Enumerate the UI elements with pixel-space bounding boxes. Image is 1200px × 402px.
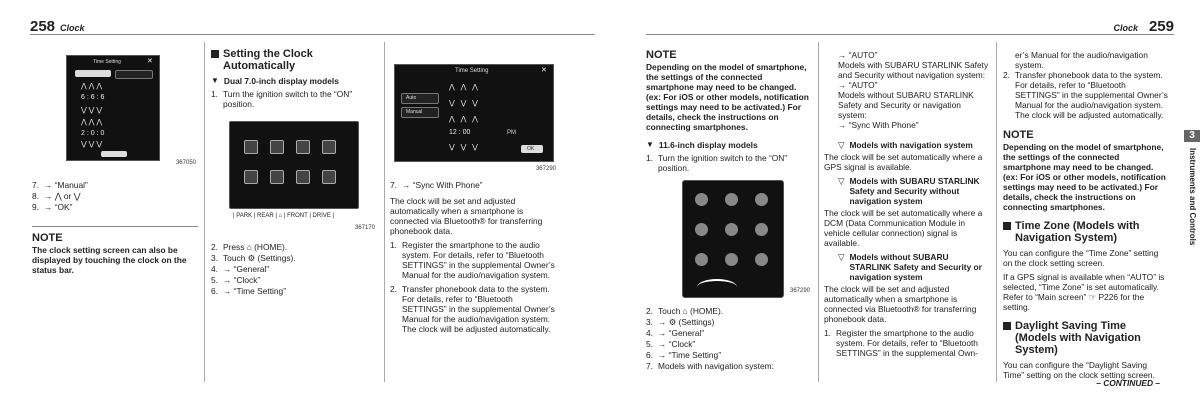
open-triangle-icon: ▽ [838, 140, 845, 150]
column-2-steps [211, 242, 379, 297]
page-title: Clock [1113, 23, 1138, 33]
pm-label: PM [507, 130, 516, 136]
vehicle-icon [755, 223, 768, 236]
line: Models without SUBARU STARLINK Safety and Security or navigation system: [838, 90, 974, 120]
list-item: 1. Register the smartphone to the audio system. For details, refer to “Bluetooth SETTINGS” in the supplemental Own- [824, 328, 978, 358]
steps-list [646, 306, 812, 371]
open-triangle-icon: ▽ [838, 176, 845, 186]
home-screen-dual [229, 121, 359, 209]
list-item: 4. → “General” [646, 328, 705, 338]
triangle-marker-icon: ▼ [211, 76, 219, 85]
list-item: 6. → “Time Setting” [646, 350, 721, 360]
map-icon [322, 170, 336, 184]
status-bar-caption: | PARK | REAR | ⌂ | FRONT | DRIVE | [233, 213, 335, 219]
column-divider [818, 42, 819, 382]
chevron-up-icon-2: ⋀ ⋀ ⋀ [449, 116, 478, 123]
close-icon: ✕ [541, 67, 547, 74]
screen-title: Time Setting [93, 59, 121, 65]
list-item: 2. Transfer phonebook data to the system. For details, refer to “Bluetooth SETTINGS” in the supplemental Owner’s Manual for the audio/navigation system. The clock will be adjusted automatically. [390, 284, 555, 334]
media-icon [725, 193, 738, 206]
square-marker-icon [1003, 322, 1011, 330]
ok-button: OK [521, 145, 543, 153]
body-paragraph: The clock will be set automatically where a DCM (Data Communication Module in vehicle cellular connection) signal is available. [824, 208, 983, 248]
subsection-heading: ▼ Dual 7.0-inch display models [211, 76, 339, 86]
section-heading: Time Zone (Models with Navigation System) [1003, 220, 1169, 244]
list-item: 6. → “Time Setting” [211, 286, 286, 296]
chevron-up-icon-2: ⋀ ⋀ ⋀ [81, 119, 103, 126]
manual-button: Manual [401, 107, 439, 118]
subsection-heading: ▽ Models without SUBARU STARLINK Safety and Security or navigation system [838, 252, 982, 282]
line: → “Sync With Phone” [838, 120, 919, 130]
hand-pointer-icon [697, 279, 737, 295]
audio-icon [695, 193, 708, 206]
steps-list [390, 240, 556, 334]
column-1 [32, 180, 198, 275]
chevron-down-icon: ⋁ ⋁ ⋁ [81, 107, 103, 114]
body-paragraph: You can configure the “Time Zone” setting on the clock setting screen. [1003, 248, 1159, 268]
figure-code: 367170 [354, 225, 375, 231]
page-number: 258 [30, 18, 56, 35]
app-icon [322, 140, 336, 154]
figure-frame [32, 48, 196, 166]
chevron-up-icon: ⋀ ⋀ ⋀ [81, 83, 103, 90]
list-item: 1. Register the smartphone to the audio system. For details, refer to “Bluetooth SETTINGS” in the supplemental Owner’s Manual for the audio/navigation system. [390, 240, 555, 280]
screen-title: Time Setting [455, 68, 489, 74]
steps-list [646, 153, 812, 173]
column-3 [390, 180, 556, 335]
list-item: 3. → ⚙ (Settings) [646, 317, 715, 327]
list-item: 7. → “Sync With Phone” [390, 180, 483, 190]
list-item: 7. Models with navigation system: [646, 361, 774, 371]
page-header [30, 20, 595, 35]
note-text: The clock setting screen can also be displayed by touching the clock on the status bar. [32, 245, 187, 275]
line: Models with SUBARU STARLINK Safety and Security without navigation system: [838, 60, 989, 80]
triangle-marker-icon: ▼ [646, 140, 654, 149]
column-divider [384, 42, 385, 382]
column-2 [211, 48, 379, 110]
list-item: 2. Transfer phonebook data to the system. For details, refer to “Bluetooth SETTINGS” in the supplemental Owner’s Manual for the audio/navigation system. The clock will be adjusted automatically. [1003, 70, 1168, 120]
time-setting-screen-manual [66, 55, 160, 161]
list-item: 9. → “OK” [32, 202, 73, 212]
list-item: 2. Touch ⌂ (HOME). [646, 306, 724, 316]
home-screen-11inch [682, 180, 784, 298]
page-title: Clock [60, 23, 85, 33]
chevron-down-icon: ⋁ ⋁ ⋁ [449, 100, 478, 107]
map-icon [725, 253, 738, 266]
nav-icon [695, 253, 708, 266]
note-text: Depending on the model of smartphone, the settings of the connected smartphone may need to be changed. (ex: For iOS or other models, notification settings may need to be activated.) For details, check the instructions on connecting smartphones. [1003, 142, 1166, 212]
digit-row-2: 2 : 0 : 0 [81, 130, 105, 137]
figure-frame [390, 60, 556, 172]
steps-list [211, 242, 379, 296]
time-setting-screen-auto [394, 64, 554, 162]
column-divider [996, 42, 997, 382]
audio-icon [244, 140, 258, 154]
ok-button [101, 151, 127, 157]
column-1 [646, 50, 812, 174]
continued-step-7 [824, 50, 990, 130]
chevron-down-icon-2: ⋁ ⋁ ⋁ [81, 141, 103, 148]
nav-icon [244, 170, 258, 184]
section-heading: Daylight Saving Time (Models with Navigation System) [1003, 320, 1169, 356]
line: → “AUTO” [838, 80, 878, 90]
figure-code: 367290 [790, 288, 811, 294]
figure-frame [211, 115, 379, 233]
app-icon [695, 223, 708, 236]
chapter-title: Instruments and Controls [1188, 148, 1197, 246]
steps-list [1003, 70, 1169, 120]
chevron-down-icon-2: ⋁ ⋁ ⋁ [449, 144, 478, 151]
list-item: 2. Press ⌂ (HOME). [211, 242, 288, 252]
body-paragraph: The clock will be set and adjusted automatically when a smartphone is connected via Bluetooth® for transferring phonebook data. [390, 196, 543, 236]
line: → “AUTO” [838, 50, 878, 60]
right-page [600, 0, 1200, 402]
column-divider [204, 42, 205, 382]
vehicle-icon [270, 170, 284, 184]
square-marker-icon [211, 50, 219, 58]
column-2 [824, 50, 990, 359]
square-marker-icon [1003, 222, 1011, 230]
list-item: 1. Turn the ignition switch to the “ON” position. [646, 153, 788, 173]
digit-row: 12 : 00 [449, 129, 471, 136]
steps-list [211, 89, 379, 109]
steps-list [824, 328, 990, 358]
close-icon: ✕ [147, 58, 153, 65]
chevron-up-icon: ⋀ ⋀ ⋀ [449, 84, 478, 91]
list-item: 4. → “General” [211, 264, 270, 274]
subsection-heading: ▼ 11.6-inch display models [646, 140, 758, 150]
page-header [646, 20, 1174, 35]
home-icon [755, 253, 768, 266]
list-item: 3. Touch ⚙ (Settings). [211, 253, 296, 263]
open-triangle-icon: ▽ [838, 252, 845, 262]
list-item: 7. → “Manual” [32, 180, 88, 190]
body-paragraph: If a GPS signal is available when “AUTO” is selected, “Time Zone” is set automatically. Refer to “Main screen” ☞ P226 for the setting. [1003, 272, 1165, 312]
media-icon [296, 170, 310, 184]
figure-code: 367290 [535, 166, 556, 172]
column-3 [1003, 50, 1169, 384]
body-paragraph: The clock will be set automatically where a GPS signal is available. [824, 152, 983, 172]
auto-button: Auto [401, 93, 439, 104]
list-item: 5. → “Clock” [646, 339, 696, 349]
list-item: 8. → ⋀ or ⋁ [32, 191, 81, 201]
pm-button [115, 70, 153, 79]
subsection-heading: ▽ Models with SUBARU STARLINK Safety and Security without navigation system [838, 176, 980, 206]
list-item: 5. → “Clock” [211, 275, 261, 285]
section-heading: Setting the Clock Automatically [211, 48, 379, 72]
note-heading: NOTE [32, 232, 63, 244]
figure-code: 367050 [175, 160, 196, 166]
am-button [75, 70, 111, 77]
note-box [32, 226, 198, 275]
phone-icon [755, 193, 768, 206]
body-paragraph: You can configure the “Daylight Saving Time” setting on the clock setting screen. [1003, 360, 1155, 380]
column-1-steps [646, 306, 812, 372]
phone-icon [296, 140, 310, 154]
page-number: 259 [1148, 18, 1174, 35]
steps-list [32, 180, 198, 212]
settings-icon [270, 140, 284, 154]
subsection-heading: ▽ Models with navigation system [838, 140, 973, 150]
note-heading: NOTE [646, 49, 677, 61]
chapter-tab: 3 [1184, 130, 1200, 142]
note-text: Depending on the model of smartphone, the settings of the connected smartphone may need to be changed. (ex: For iOS or other models, notification settings may need to be activated.) For details, check the instructions on connecting smartphones. [646, 62, 809, 132]
note-heading: NOTE [1003, 129, 1034, 141]
settings-icon [725, 223, 738, 236]
list-item: 1. Turn the ignition switch to the “ON” position. [211, 89, 353, 109]
steps-list [390, 180, 556, 190]
body-paragraph: The clock will be set and adjusted automatically when a smartphone is connected via Bluetooth® for transferring phonebook data. [824, 284, 977, 324]
line: er’s Manual for the audio/navigation system. [1015, 50, 1148, 70]
continued-label: – CONTINUED – [1096, 378, 1160, 388]
digit-row: 6 : 6 : 6 [81, 94, 105, 101]
